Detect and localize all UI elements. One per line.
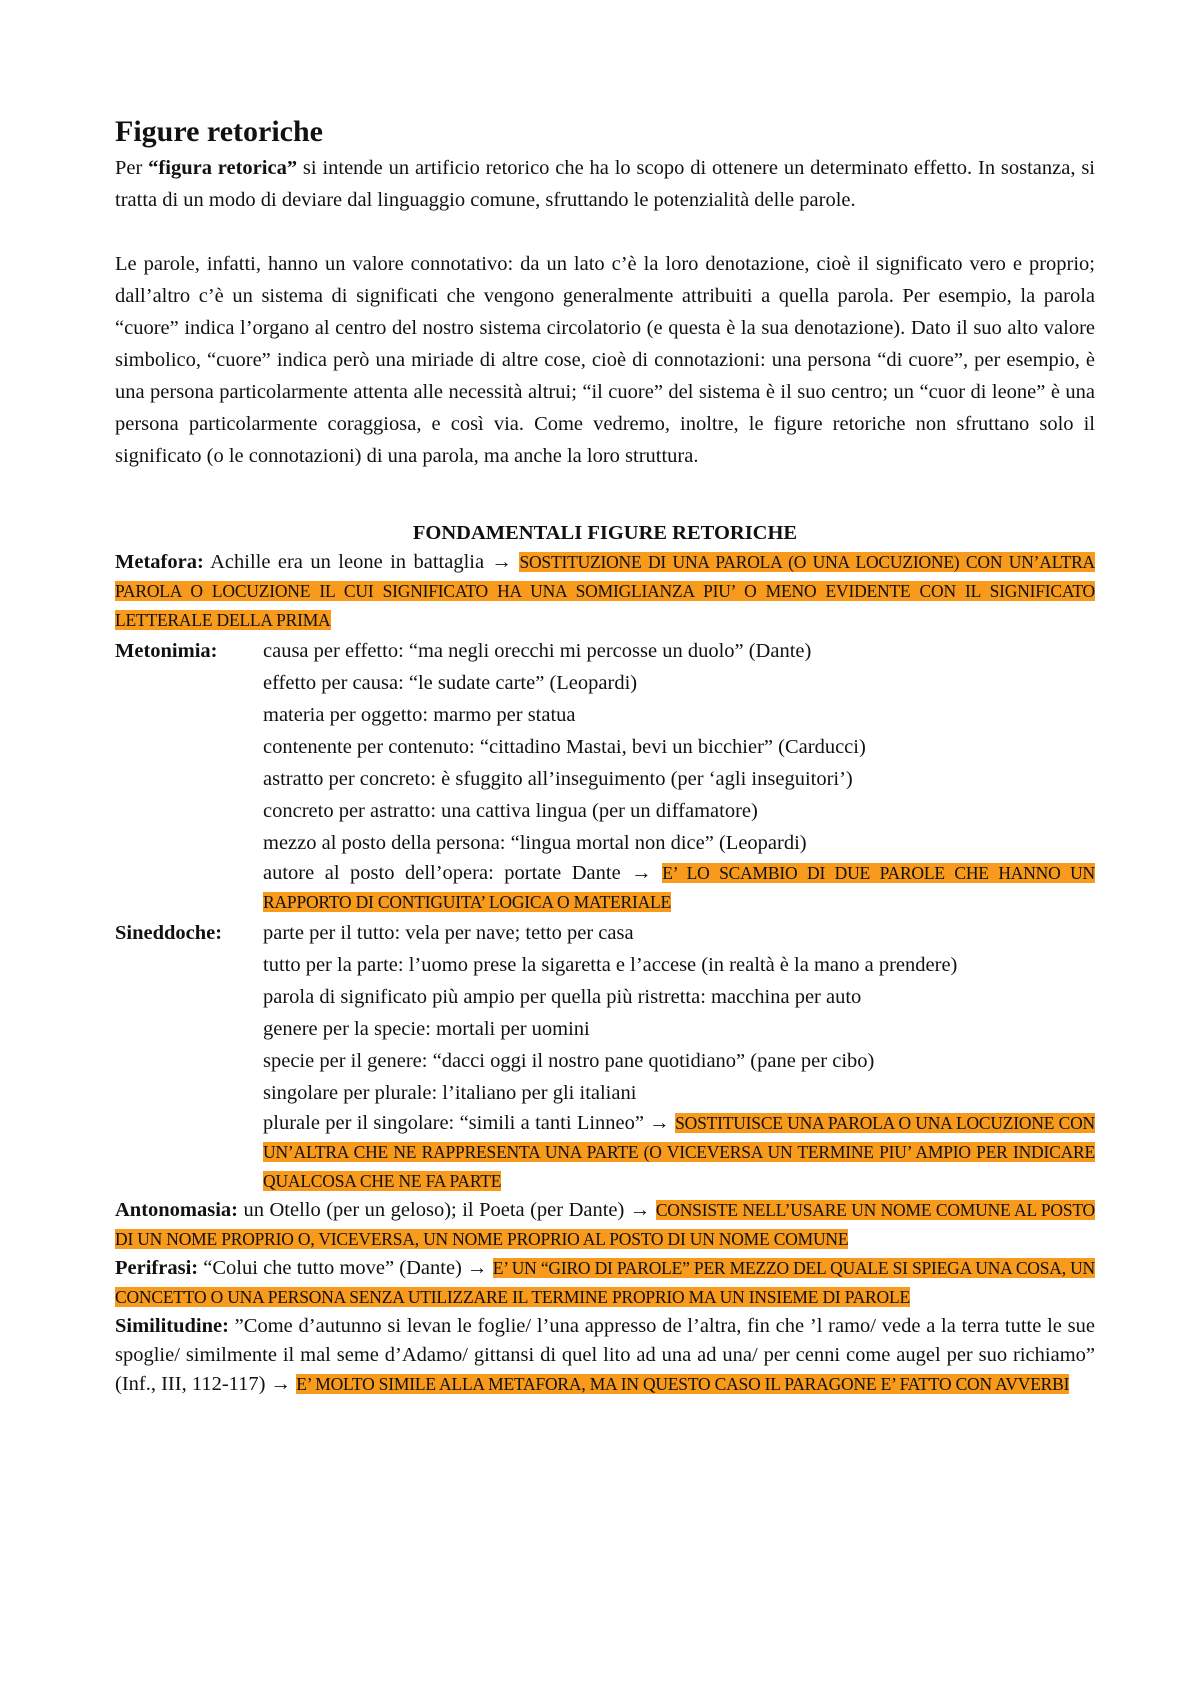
intro-post: si intende un artificio retorico che ha lo scopo di ottenere un determinato effetto. In sostanza, si tratta di un modo di deviare dal linguaggio comune, sfruttando le potenzialità delle parole. — [115, 157, 1095, 211]
entry-antonomasia — [115, 1196, 1095, 1254]
sineddoche-last-example: plurale per il singolare: “simili a tanti Linneo” → — [263, 1112, 676, 1134]
example-perifrasi: “Colui che tutto move” (Dante) → — [198, 1257, 493, 1279]
entry-metonimia — [115, 635, 1095, 917]
list-item — [115, 917, 1095, 949]
highlight-definition-metafora: SOSTITUZIONE DI UNA PAROLA (O UNA LOCUZIONE) CON UN’ALTRA PAROLA O LOCUZIONE IL CUI SIGNIFICATO HA UNA SOMIGLIANZA PIU’ O MENO EVIDENTE CON IL SIGNIFICATO LETTERALE DELLA PRIMA — [115, 552, 1095, 630]
document-page — [115, 112, 1095, 1399]
metonimia-item: causa per effetto: “ma negli orecchi mi percosse un duolo” (Dante) — [263, 640, 812, 662]
paragraph-gap — [115, 472, 1095, 504]
entry-metafora — [115, 548, 1095, 635]
term-metafora: Metafora: — [115, 551, 204, 573]
sineddoche-item: singolare per plurale: l’italiano per gli italiani — [263, 1082, 637, 1104]
metonimia-last-item — [115, 859, 1095, 917]
example-antonomasia: un Otello (per un geloso); il Poeta (per Dante) → — [238, 1199, 656, 1221]
highlight-definition-metonimia: E’ LO SCAMBIO DI DUE PAROLE CHE HANNO UN RAPPORTO DI CONTIGUITA’ LOGICA O MATERIALE — [263, 863, 1095, 912]
entry-similitudine — [115, 1312, 1095, 1399]
intro-bold-term: “figura retorica” — [148, 157, 298, 179]
metonimia-last-example: autore al posto dell’opera: portate Dante → — [263, 862, 663, 884]
sineddoche-last-item — [115, 1109, 1095, 1196]
highlight-definition-sineddoche: SOSTITUISCE UNA PAROLA O UNA LOCUZIONE CON UN’ALTRA CHE NE RAPPRESENTA UNA PARTE (O VICEVERSA UN TERMINE PIU’ AMPIO PER INDICARE QUALCOSA CHE NE FA PARTE — [263, 1113, 1095, 1191]
metonimia-item: concreto per astratto: una cattiva lingua (per un diffamatore) — [263, 800, 758, 822]
paragraph-gap — [115, 216, 1095, 248]
list-item — [115, 635, 1095, 667]
intro-paragraph-2: Le parole, infatti, hanno un valore connotativo: da un lato c’è la loro denotazione, cioè il significato vero e proprio; dall’altro c’è un sistema di significati che vengono generalmente attribuiti a quella parola. Per esempio, la parola “cuore” indica l’organo al centro del nostro sistema circolatorio (e questa è la sua denotazione). Dato il suo alto valore simbolico, “cuore” indica però una miriade di altre cose, cioè di connotazioni: una persona “di cuore”, per esempio, è una persona particolarmente attenta alle necessità altrui; “il cuore” del sistema è il suo centro; un “cuor di leone” è una persona particolarmente coraggiosa, e così via. Come vedremo, inoltre, le figure retoriche non sfruttano solo il significato (o le connotazioni) di una parola, ma anche la loro struttura. — [115, 253, 1095, 467]
metonimia-item: materia per oggetto: marmo per statua — [263, 704, 576, 726]
sineddoche-item: parola di significato più ampio per quella più ristretta: macchina per auto — [263, 986, 862, 1008]
example-similitudine: ”Come d’autunno si levan le foglie/ l’una appresso de l’altra, fin che ’l ramo/ vede a la terra tutte le sue spoglie/ similmente il mal seme d’Adamo/ gittansi di quel lito ad una ad una/ per cenni come augel per suo richiamo” (Inf., III, 112-117) → — [115, 1315, 1095, 1395]
term-sineddoche: Sineddoche: — [115, 922, 223, 944]
term-antonomasia: Antonomasia: — [115, 1199, 239, 1221]
highlight-definition-antonomasia: CONSISTE NELL’USARE UN NOME COMUNE AL POSTO DI UN NOME PROPRIO O, VICEVERSA, UN NOME PROPRIO AL POSTO DI UN NOME COMUNE — [115, 1200, 1095, 1249]
highlight-definition-perifrasi: E’ UN “GIRO DI PAROLE” PER MEZZO DEL QUALE SI SPIEGA UNA COSA, UN CONCETTO O UNA PERSONA SENZA UTILIZZARE IL TERMINE PROPRIO MA UN INSIEME DI PAROLE — [115, 1258, 1095, 1307]
highlight-definition-similitudine: E’ MOLTO SIMILE ALLA METAFORA, MA IN QUESTO CASO IL PARAGONE E’ FATTO CON AVVERBI — [296, 1374, 1070, 1394]
sineddoche-item: tutto per la parte: l’uomo prese la sigaretta e l’accese (in realtà è la mano a prendere) — [263, 954, 958, 976]
term-perifrasi: Perifrasi: — [115, 1257, 199, 1279]
sineddoche-item: specie per il genere: “dacci oggi il nostro pane quotidiano” (pane per cibo) — [263, 1050, 875, 1072]
metonimia-item: effetto per causa: “le sudate carte” (Leopardi) — [263, 672, 638, 694]
metonimia-item: astratto per concreto: è sfuggito all’inseguimento (per ‘agli inseguitori’) — [263, 768, 853, 790]
intro-pre: Per — [115, 157, 149, 179]
term-similitudine: Similitudine: — [115, 1315, 229, 1337]
section-title: FONDAMENTALI FIGURE RETORICHE — [412, 522, 798, 544]
example-metafora: Achille era un leone in battaglia → — [203, 551, 520, 573]
metonimia-item: contenente per contenuto: “cittadino Mastai, bevi un bicchier” (Carducci) — [263, 736, 866, 758]
term-metonimia: Metonimia: — [115, 640, 218, 662]
metonimia-item: mezzo al posto della persona: “lingua mortal non dice” (Leopardi) — [263, 832, 807, 854]
sineddoche-item: parte per il tutto: vela per nave; tetto per casa — [263, 922, 634, 944]
sineddoche-item: genere per la specie: mortali per uomini — [263, 1018, 590, 1040]
intro-paragraph-1 — [115, 152, 1095, 216]
document-title: Figure retoriche — [115, 115, 323, 148]
entry-sineddoche — [115, 917, 1095, 1196]
entry-perifrasi — [115, 1254, 1095, 1312]
